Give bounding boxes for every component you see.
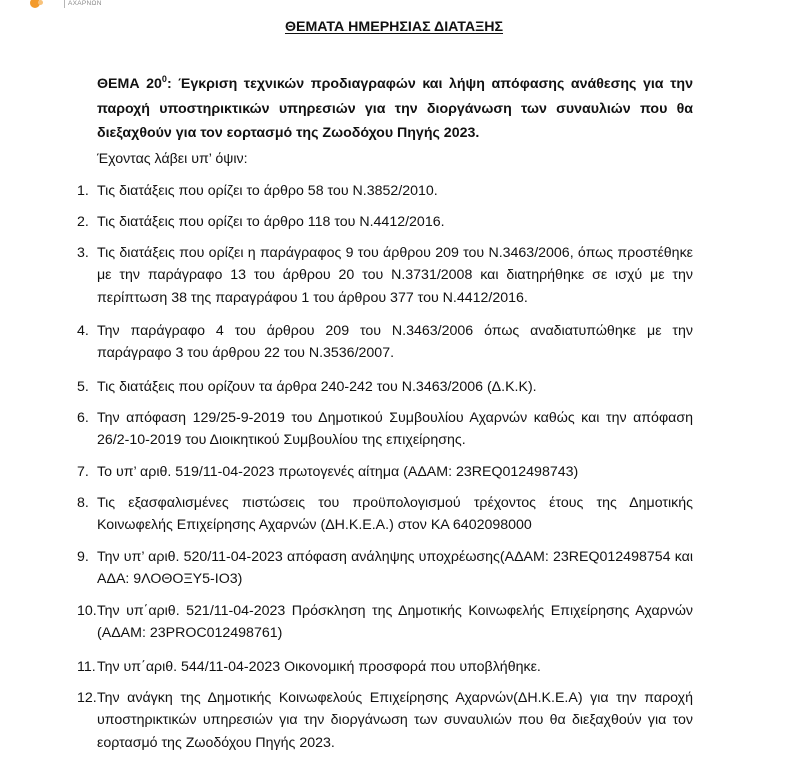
topic-superscript: 0 [161,74,167,84]
list-item-text: Τις εξασφαλισμένες πιστώσεις του προϋπολογισμού τρέχοντος έτους της Δημοτικής Κοινωφελής Επιχείρησης Αχαρνών (ΔΗ.Κ.Ε.Α.) στον ΚΑ 6402098000 [97,495,693,534]
list-item-text: Το υπ’ αριθ. 519/11-04-2023 πρωτογενές αίτημα (ΑΔΑΜ: 23REQ012498743) [97,464,579,480]
list-item-number: 1. [77,183,89,199]
list-item-text: Τις διατάξεις που ορίζει το άρθρο 58 του Ν.3852/2010. [97,183,438,199]
list-item-number: 5. [77,379,89,395]
list-item-number: 12. [77,690,97,706]
list-item-text: Τις διατάξεις που ορίζει η παράγραφος 9 του άρθρου 209 του Ν.3463/2006, όπως προστέθηκε με την παράγραφο 13 του άρθρου 20 του Ν.3731/2008 και διατηρήθηκε σε ισχύ με την περίπτωση 38 της παραγράφου 1 του άρθρου 377 του Ν.4412/2016. [97,245,693,306]
list-item-number: 11. [77,659,96,675]
list-item-text: Τις διατάξεις που ορίζουν τα άρθρα 240-242 του Ν.3463/2006 (Δ.Κ.Κ). [97,379,537,395]
document-title: ΘΕΜΑΤΑ ΗΜΕΡΗΣΙΑΣ ΔΙΑΤΑΞΗΣ [284,19,503,35]
list-item-text: Την υπ΄αριθ. 544/11-04-2023 Οικονομική προσφορά που υποβλήθηκε. [97,659,541,675]
intro-text: Έχοντας λάβει υπ’ όψιν: [97,151,248,167]
list-item-number: 7. [77,464,89,480]
list-item-text: Την υπ΄αριθ. 521/11-04-2023 Πρόσκληση της Δημοτικής Κοινωφελής Επιχείρησης Αχαρνών (ΑΔΑΜ: 23PROC012498761) [97,603,693,642]
list-item-number: 10. [77,603,97,619]
list-item-number: 4. [77,323,89,339]
list-item-text: Την ανάγκη της Δημοτικής Κοινωφελούς Επιχείρησης Αχαρνών(ΔΗ.Κ.Ε.Α) για την παροχή υποστηρικτικών υπηρεσιών για την διοργάνωση των συναυλιών που θα διεξαχθούν για τον εορτασμό της Ζωοδόχου Πηγής 2023. [97,690,693,751]
list-item-number: 8. [77,495,89,511]
list-item-text: Την απόφαση 129/25-9-2019 του Δημοτικού Συμβουλίου Αχαρνών καθώς και την απόφαση 26/2-10-2019 του Διοικητικού Συμβουλίου της επιχείρησης. [97,410,693,449]
list-item-number: 3. [77,245,89,261]
list-item-text: Τις διατάξεις που ορίζει το άρθρο 118 του Ν.4412/2016. [97,214,445,230]
list-item-number: 2. [77,214,89,230]
logo-text: ΑΧΑΡΝΩΝ [64,0,102,8]
logo-mark-icon [30,0,44,7]
list-item-number: 9. [77,549,89,565]
topic-prefix: ΘΕΜΑ 20 [97,76,162,92]
topic-text: : Έγκριση τεχνικών προδιαγραφών και λήψη απόφασης ανάθεσης για την παροχή υποστηρικτικών υπηρεσιών για την διοργάνωση των συναυλιών που θα διεξαχθούν για τον εορτασμό της Ζωοδόχου Πηγής 2023. [97,76,693,141]
list-item-number: 6. [77,410,89,426]
topic-heading [97,72,693,146]
municipality-logo [30,0,102,14]
list-item-text: Την υπ’ αριθ. 520/11-04-2023 απόφαση ανάληψης υποχρέωσης(ΑΔΑΜ: 23REQ012498754 και ΑΔΑ: 9ΛΟΘΟΞΥ5-ΙΟ3) [97,549,693,588]
list-item-text: Την παράγραφο 4 του άρθρου 209 του Ν.3463/2006 όπως αναδιατυπώθηκε με την παράγραφο 3 του άρθρου 22 του Ν.3536/2007. [97,323,693,362]
